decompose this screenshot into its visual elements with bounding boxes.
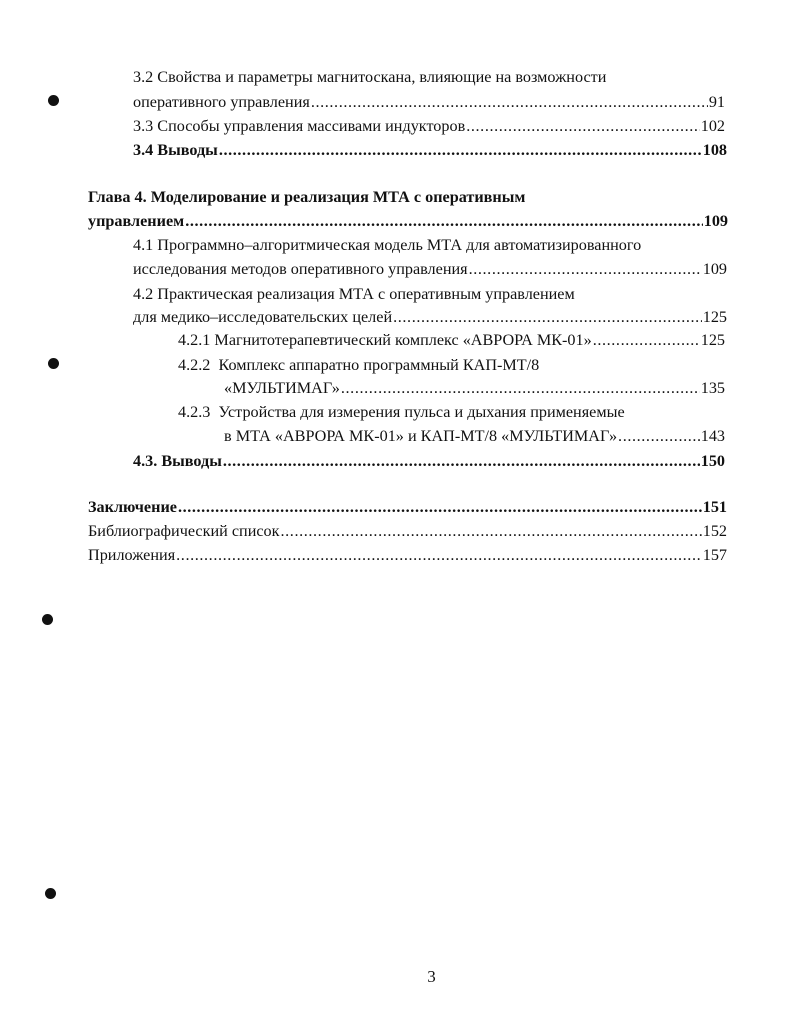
toc-entry-4-2-3-line1 [178, 401, 738, 423]
toc-entry-number: 4.3. [133, 452, 158, 470]
toc-entry-title: Приложения [88, 546, 176, 564]
toc-page-number: 125 [700, 331, 725, 349]
toc-entry-title: Выводы [161, 452, 222, 470]
toc-conclusion [88, 496, 727, 518]
toc-entry-4-1-line2 [133, 258, 727, 280]
dot-leader [176, 544, 702, 566]
dot-leader [178, 496, 702, 518]
toc-page-number: 143 [700, 427, 725, 445]
toc-entry-4-1-line1 [133, 234, 743, 256]
toc-entry-title: Библиографический список [88, 522, 280, 540]
toc-page-number: 135 [700, 379, 725, 397]
dot-leader [341, 377, 700, 399]
toc-bibliography [88, 520, 727, 542]
toc-entry-title-cont: оперативного управления [133, 93, 310, 111]
toc-entry-title: Свойства и параметры магнитоскана, влияющие на возможности [157, 68, 607, 86]
toc-entry-title: Способы управления массивами индукторов [157, 117, 466, 135]
toc-entry-number: 4.2.1 [178, 331, 211, 349]
toc-entry-4-2-2-line2 [224, 377, 725, 399]
dot-leader [466, 115, 699, 137]
toc-page-number: 125 [702, 308, 727, 326]
dot-leader [393, 306, 702, 328]
dot-leader [223, 450, 700, 472]
toc-entry-number: 4.2.3 [178, 403, 211, 421]
toc-entry-title: Магнитотерапевтический комплекс «АВРОРА МК-01» [214, 331, 592, 349]
toc-entry-4-2-3-line2 [224, 425, 725, 447]
toc-entry-title: Заключение [88, 498, 177, 516]
punch-hole-mark [48, 95, 59, 106]
toc-entry-3-2-line2 [133, 91, 725, 113]
toc-entry-number: 4.2 [133, 285, 154, 303]
toc-entry-title: Устройства для измерения пульса и дыхания применяемые [218, 403, 625, 421]
dot-leader [185, 210, 703, 232]
punch-hole-mark [48, 358, 59, 369]
dot-leader [219, 139, 702, 161]
toc-page-number: 102 [700, 117, 725, 135]
toc-entry-number: 4.2.2 [178, 356, 211, 374]
toc-page-number: 151 [702, 498, 727, 516]
toc-entry-3-3 [133, 115, 725, 137]
toc-entry-number: 4.1 [133, 236, 154, 254]
dot-leader [469, 258, 702, 280]
toc-entry-number: 3.4 [133, 141, 154, 159]
toc-entry-title: Программно–алгоритмическая модель МТА для автоматизированного [157, 236, 642, 254]
toc-page-number: 109 [703, 212, 728, 230]
toc-entry-title: Комплекс аппаратно программный КАП-МТ/8 [218, 356, 540, 374]
punch-hole-mark [45, 888, 56, 899]
toc-entry-3-4 [133, 139, 727, 161]
toc-entry-4-3 [133, 450, 725, 472]
toc-appendices [88, 544, 727, 566]
toc-entry-number: 3.3 [133, 117, 154, 135]
toc-entry-title-cont: исследования методов оперативного управления [133, 260, 468, 278]
toc-entry-4-2-1 [178, 329, 725, 351]
dot-leader [311, 91, 708, 113]
toc-entry-4-2-2-line1 [178, 354, 738, 376]
toc-chapter-title: Глава 4. Моделирование и реализация МТА с оперативным [88, 188, 526, 206]
dot-leader [281, 520, 702, 542]
toc-page-number: 109 [702, 260, 727, 278]
toc-entry-title: Практическая реализация МТА с оперативным управлением [157, 285, 575, 303]
toc-chapter-4-line2 [88, 210, 728, 232]
toc-entry-title-cont: для медико–исследовательских целей [133, 308, 393, 326]
punch-hole-mark [42, 614, 53, 625]
toc-entry-4-2-line1 [133, 283, 733, 305]
toc-entry-title-cont: «МУЛЬТИМАГ» [224, 379, 340, 397]
toc-entry-4-2-line2 [133, 306, 727, 328]
toc-page-number: 150 [700, 452, 725, 470]
toc-chapter-title-cont: управлением [88, 212, 185, 230]
toc-entry-3-2-line1 [133, 66, 733, 88]
dot-leader [593, 329, 700, 351]
toc-entry-number: 3.2 [133, 68, 154, 86]
toc-page-number: 157 [702, 546, 727, 564]
toc-entry-title: Выводы [157, 141, 218, 159]
toc-chapter-4-line1 [88, 186, 688, 208]
toc-page-number: 91 [708, 93, 725, 111]
dot-leader [618, 425, 700, 447]
page-number: 3 [427, 967, 436, 986]
toc-page-number: 108 [702, 141, 727, 159]
toc-entry-title-cont: в МТА «АВРОРА МК-01» и КАП-МТ/8 «МУЛЬТИМАГ» [224, 427, 618, 445]
toc-page-number: 152 [702, 522, 727, 540]
